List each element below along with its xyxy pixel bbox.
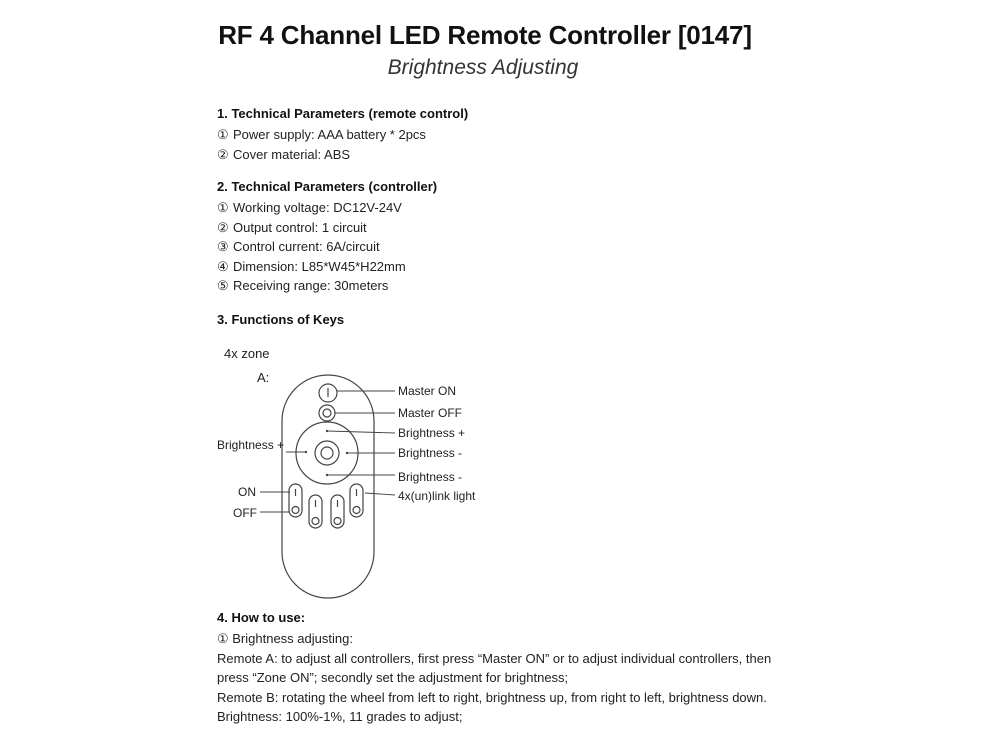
list-item: ③ Control current: 6A/circuit	[217, 239, 380, 255]
callout-link-light: 4x(un)link light	[398, 489, 476, 503]
zone-4-button	[350, 484, 363, 517]
list-item: ④ Dimension: L85*W45*H22mm	[217, 258, 406, 274]
document-title: RF 4 Channel LED Remote Controller [0147]	[218, 20, 752, 50]
list-item: ① Power supply: AAA battery * 2pcs	[217, 127, 426, 142]
paragraph-line: Remote B: rotating the wheel from left to right, brightness up, from right to left, brightness down.	[217, 689, 767, 705]
remote-diagram	[210, 370, 500, 600]
master-off-button	[319, 405, 335, 421]
list-item: ② Output control: 1 circuit	[217, 219, 367, 235]
section-how-to-use	[217, 610, 771, 727]
document-subtitle: Brightness Adjusting	[387, 56, 579, 79]
callout-brightness-minus: Brightness -	[398, 446, 463, 460]
remote-body	[282, 375, 374, 598]
zone-2-button	[309, 495, 322, 528]
callout-off: OFF	[233, 506, 257, 520]
callout-brightness-plus-left: Brightness +	[217, 438, 285, 452]
paragraph-line: Remote A: to adjust all controllers, first press “Master ON” or to adjust individual controllers, then	[217, 650, 772, 666]
zone-1-button	[289, 484, 302, 517]
list-item: ⑤ Receiving range: 30meters	[217, 278, 389, 294]
callout-master-on: Master ON	[398, 384, 457, 398]
paragraph-line: ① Brightness adjusting:	[217, 631, 353, 646]
section-heading: 3. Functions of Keys	[217, 312, 345, 327]
zone-3-button	[331, 495, 344, 528]
zone-label: 4x zone	[224, 346, 270, 361]
list-item: ② Cover material: ABS	[217, 146, 351, 162]
section-heading: 2. Technical Parameters (controller)	[217, 179, 438, 194]
list-item: ① Working voltage: DC12V-24V	[217, 200, 402, 215]
section-controller-parameters	[217, 179, 437, 296]
callout-master-off: Master OFF	[398, 406, 463, 420]
section-heading: 1. Technical Parameters (remote control)	[217, 106, 469, 121]
section-remote-parameters	[217, 106, 468, 164]
paragraph-line: Brightness: 100%-1%, 11 grades to adjust;	[217, 709, 463, 725]
callout-brightness-plus: Brightness +	[398, 426, 466, 440]
paragraph-line: press “Zone ON”; secondly set the adjustment for brightness;	[217, 670, 569, 686]
section-functions-of-keys	[217, 312, 344, 331]
callout-brightness-minus-2: Brightness -	[398, 470, 463, 484]
remote-a-label: A:	[257, 370, 270, 385]
callout-on: ON	[238, 485, 256, 499]
section-heading: 4. How to use:	[217, 610, 306, 625]
wheel-center-button	[315, 441, 339, 465]
